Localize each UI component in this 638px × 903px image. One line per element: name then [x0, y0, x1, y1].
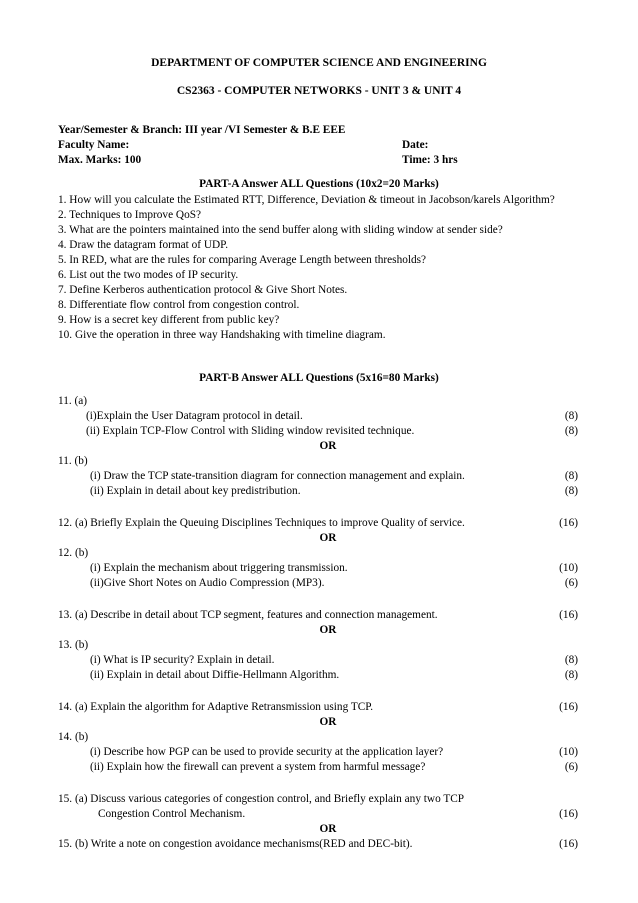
marks: (10) — [559, 562, 578, 574]
question-text: (i) Draw the TCP state-transition diagram for connection management and explain. — [90, 470, 465, 482]
exam-date: Date: — [402, 139, 429, 151]
course-title: CS2363 - COMPUTER NETWORKS - UNIT 3 & UNIT 4 — [176, 85, 462, 97]
question-15b — [58, 837, 578, 852]
part-a-question: 10. Give the operation in three way Handshaking with timeline diagram. — [58, 329, 386, 341]
question-13b — [58, 638, 578, 653]
part-a-question: 1. How will you calculate the Estimated RTT, Difference, Deviation & timeout in Jacobson/karels Algorithm? — [58, 194, 555, 206]
year-branch: Year/Semester & Branch: III year /VI Semester & B.E EEE — [58, 124, 346, 136]
question-12b-ii — [58, 576, 578, 591]
question-13b-i — [58, 653, 578, 668]
spacer — [58, 499, 578, 516]
marks: (8) — [564, 669, 578, 681]
marks: (8) — [564, 470, 578, 482]
question-text: (ii)Give Short Notes on Audio Compression (MP3). — [90, 577, 325, 589]
or-separator: OR — [319, 532, 337, 544]
question-label: 13. (b) — [58, 639, 89, 651]
question-11b-ii — [58, 484, 578, 499]
question-12b — [58, 546, 578, 561]
question-text: (i) What is IP security? Explain in detail. — [90, 654, 275, 666]
part-a-question: 7. Define Kerberos authentication protocol & Give Short Notes. — [58, 284, 348, 296]
question-12b-i — [58, 561, 578, 576]
marks: (16) — [559, 701, 578, 713]
meta-marks-row — [58, 153, 578, 168]
question-label: 11. (b) — [58, 455, 88, 467]
question-14b-ii — [58, 760, 578, 775]
marks: (8) — [564, 485, 578, 497]
or-separator: OR — [319, 716, 337, 728]
max-marks: Max. Marks: 100 — [58, 154, 142, 166]
question-11a-i — [58, 409, 578, 424]
department-title: DEPARTMENT OF COMPUTER SCIENCE AND ENGINEERING — [151, 57, 487, 69]
or-separator: OR — [319, 823, 337, 835]
question-text: (i) Explain the mechanism about triggering transmission. — [90, 562, 348, 574]
part-b-heading: PART-B Answer ALL Questions (5x16=80 Marks) — [199, 372, 439, 384]
part-a-question: 2. Techniques to Improve QoS? — [58, 209, 202, 221]
question-label: 12. (b) — [58, 547, 89, 559]
marks: (16) — [559, 609, 578, 621]
question-text: (ii) Explain in detail about key predistribution. — [90, 485, 301, 497]
question-14b-i — [58, 745, 578, 760]
part-a-question: 8. Differentiate flow control from congestion control. — [58, 299, 300, 311]
question-11b — [58, 454, 578, 469]
spacer — [58, 775, 578, 792]
spacer — [58, 591, 578, 608]
question-14b — [58, 730, 578, 745]
question-label: 14. (b) — [58, 731, 89, 743]
question-13a — [58, 608, 578, 623]
question-15a-line1 — [58, 792, 578, 807]
marks: (16) — [559, 808, 578, 820]
meta-faculty-row — [58, 138, 578, 153]
exam-meta — [58, 123, 578, 168]
question-11a-ii — [58, 424, 578, 439]
spacer — [58, 683, 578, 700]
marks: (8) — [564, 410, 578, 422]
question-11a — [58, 394, 578, 409]
or-separator: OR — [319, 624, 337, 636]
question-text: (i)Explain the User Datagram protocol in detail. — [86, 410, 303, 422]
question-text: 15. (b) Write a note on congestion avoidance mechanisms(RED and DEC-bit). — [58, 838, 413, 850]
part-a-question: 5. In RED, what are the rules for comparing Average Length between thresholds? — [58, 254, 427, 266]
part-a-question: 4. Draw the datagram format of UDP. — [58, 239, 229, 251]
marks: (10) — [559, 746, 578, 758]
question-text: 13. (a) Describe in detail about TCP segment, features and connection management. — [58, 609, 438, 621]
question-text: 15. (a) Discuss various categories of congestion control, and Briefly explain any two TCP — [58, 793, 465, 805]
question-text: (ii) Explain TCP-Flow Control with Sliding window revisited technique. — [86, 425, 415, 437]
question-text: (i) Describe how PGP can be used to provide security at the application layer? — [90, 746, 444, 758]
marks: (6) — [564, 761, 578, 773]
part-a-question: 9. How is a secret key different from public key? — [58, 314, 280, 326]
marks: (6) — [564, 577, 578, 589]
meta-year-row — [58, 123, 578, 138]
marks: (8) — [564, 425, 578, 437]
question-13b-ii — [58, 668, 578, 683]
exam-time: Time: 3 hrs — [402, 154, 458, 166]
question-12a — [58, 516, 578, 531]
question-label: 11. (a) — [58, 395, 88, 407]
part-a-question: 3. What are the pointers maintained into the send buffer along with sliding window at sender side? — [58, 224, 503, 236]
question-text: (ii) Explain in detail about Diffie-Hellmann Algorithm. — [90, 669, 340, 681]
part-a-question: 6. List out the two modes of IP security. — [58, 269, 239, 281]
part-b-questions — [58, 394, 578, 852]
question-14a — [58, 700, 578, 715]
question-text: (ii) Explain how the firewall can prevent a system from harmful message? — [90, 761, 426, 773]
question-15a-line2 — [58, 807, 578, 822]
question-11b-i — [58, 469, 578, 484]
faculty-name: Faculty Name: — [58, 139, 130, 151]
question-text: Congestion Control Mechanism. — [98, 808, 246, 820]
part-a-heading: PART-A Answer ALL Questions (10x2=20 Marks) — [199, 178, 439, 190]
or-separator: OR — [319, 440, 337, 452]
question-text: 14. (a) Explain the algorithm for Adaptive Retransmission using TCP. — [58, 701, 374, 713]
part-a-questions — [58, 193, 588, 343]
marks: (16) — [559, 517, 578, 529]
marks: (16) — [559, 838, 578, 850]
marks: (8) — [564, 654, 578, 666]
question-text: 12. (a) Briefly Explain the Queuing Disciplines Techniques to improve Quality of service. — [58, 517, 465, 529]
